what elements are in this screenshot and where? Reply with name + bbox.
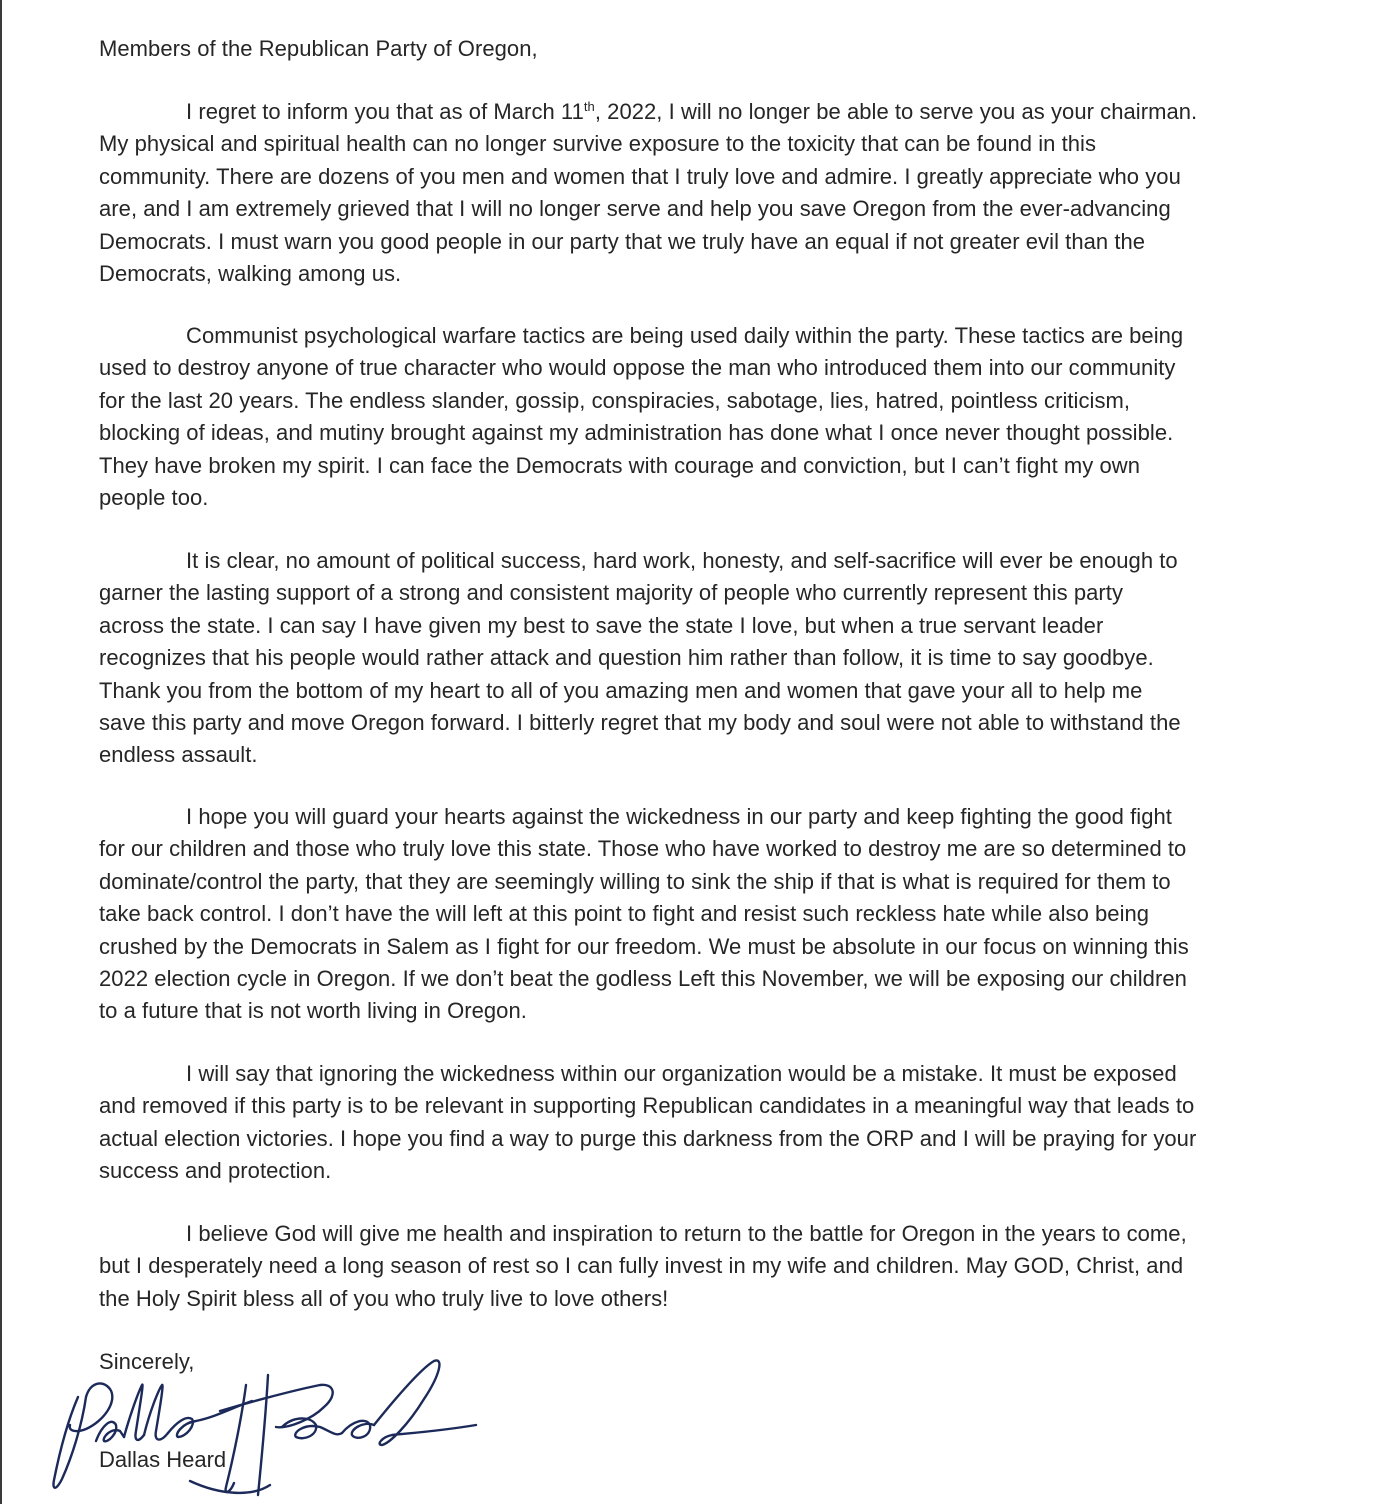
paragraph-line: actual election victories. I hope you find a way to purge this darkness from the ORP and I will be praying for your bbox=[99, 1125, 1197, 1151]
paragraph-line: I believe God will give me health and inspiration to return to the battle for Oregon in the years to come, bbox=[186, 1221, 1187, 1246]
salutation: Members of the Republican Party of Oregon, bbox=[99, 36, 538, 61]
signer-name: Dallas Heard bbox=[99, 1447, 227, 1472]
paragraph-line: Communist psychological warfare tactics are being used daily within the party. These tactics are being bbox=[186, 323, 1184, 348]
paragraph-line: They have broken my spirit. I can face the Democrats with courage and conviction, but I can’t fight my own bbox=[99, 452, 1141, 478]
paragraph-line: endless assault. bbox=[99, 742, 258, 768]
paragraph-line: community. There are dozens of you men and women that I truly love and admire. I greatly appreciate who you bbox=[99, 163, 1181, 189]
paragraph-line: take back control. I don’t have the will left at this point to fight and resist such reckless hate while also being bbox=[99, 901, 1150, 927]
paragraph-line: people too. bbox=[99, 485, 209, 511]
paragraph-line: Democrats. I must warn you good people in our party that we truly have an equal if not greater evil than the bbox=[99, 228, 1146, 254]
paragraph-line: I regret to inform you that as of March 11th, 2022, I will no longer be able to serve you as your chairman. bbox=[186, 99, 1198, 124]
paragraph-line: save this party and move Oregon forward. I bitterly regret that my body and soul were not able to withstand the bbox=[99, 710, 1181, 736]
paragraph-line: for our children and those who truly love this state. Those who have worked to destroy me are so determined to bbox=[99, 836, 1187, 862]
page-edge bbox=[0, 0, 2, 1504]
paragraph-2 bbox=[99, 320, 1339, 514]
paragraph-line: success and protection. bbox=[99, 1158, 332, 1184]
paragraph-line: blocking of ideas, and mutiny brought against my administration has done what I once never thought possible. bbox=[99, 420, 1174, 446]
paragraph-line: are, and I am extremely grieved that I will no longer serve and help you save Oregon from the ever-advancing bbox=[99, 196, 1171, 222]
paragraph-line: 2022 election cycle in Oregon. If we don’t beat the godless Left this November, we will be exposing our children bbox=[99, 966, 1187, 992]
paragraph-line: the Holy Spirit bless all of you who truly live to love others! bbox=[99, 1285, 669, 1311]
paragraph-line: I will say that ignoring the wickedness within our organization would be a mistake. It must be exposed bbox=[186, 1061, 1177, 1086]
paragraph-4 bbox=[99, 801, 1339, 1028]
paragraph-line: garner the lasting support of a strong and consistent majority of people who currently represent this party bbox=[99, 580, 1124, 606]
paragraph-6 bbox=[99, 1218, 1339, 1315]
paragraph-line: and removed if this party is to be relevant in supporting Republican candidates in a meaningful way that leads to bbox=[99, 1093, 1195, 1119]
paragraph-line: My physical and spiritual health can no longer survive exposure to the toxicity that can be found in this bbox=[99, 131, 1097, 157]
paragraph-line: It is clear, no amount of political success, hard work, honesty, and self-sacrifice will ever be enough to bbox=[186, 548, 1178, 573]
paragraph-line: I hope you will guard your hearts against the wickedness in our party and keep fighting the good fight bbox=[186, 804, 1172, 829]
paragraph-line: for the last 20 years. The endless slander, gossip, conspiracies, sabotage, lies, hatred, pointless criticism, bbox=[99, 387, 1131, 413]
paragraph-line: crushed by the Democrats in Salem as I fight for our freedom. We must be absolute in our focus on winning this bbox=[99, 933, 1189, 959]
paragraph-line: across the state. I can say I have given my best to save the state I love, but when a true servant leader bbox=[99, 612, 1104, 638]
paragraph-line: Thank you from the bottom of my heart to all of you amazing men and women that gave your all to help me bbox=[99, 677, 1143, 703]
closing: Sincerely, bbox=[99, 1349, 195, 1374]
paragraph-line: but I desperately need a long season of rest so I can fully invest in my wife and children. May GOD, Christ, and bbox=[99, 1253, 1184, 1279]
paragraph-line: to a future that is not worth living in Oregon. bbox=[99, 998, 527, 1024]
ordinal-suffix: th bbox=[583, 99, 595, 114]
paragraph-line: used to destroy anyone of true character who would oppose the man who introduced them into our community bbox=[99, 355, 1176, 381]
paragraph-5 bbox=[99, 1058, 1339, 1188]
paragraph-1 bbox=[99, 96, 1339, 290]
paragraph-line: Democrats, walking among us. bbox=[99, 261, 402, 287]
paragraph-3 bbox=[99, 545, 1339, 772]
paragraph-line: recognizes that his people would rather attack and question him rather than follow, it is time to say goodbye. bbox=[99, 645, 1154, 671]
handwritten-signature bbox=[20, 1345, 480, 1505]
paragraph-line: dominate/control the party, that they are seemingly willing to sink the ship if that is what is required for them to bbox=[99, 868, 1171, 894]
